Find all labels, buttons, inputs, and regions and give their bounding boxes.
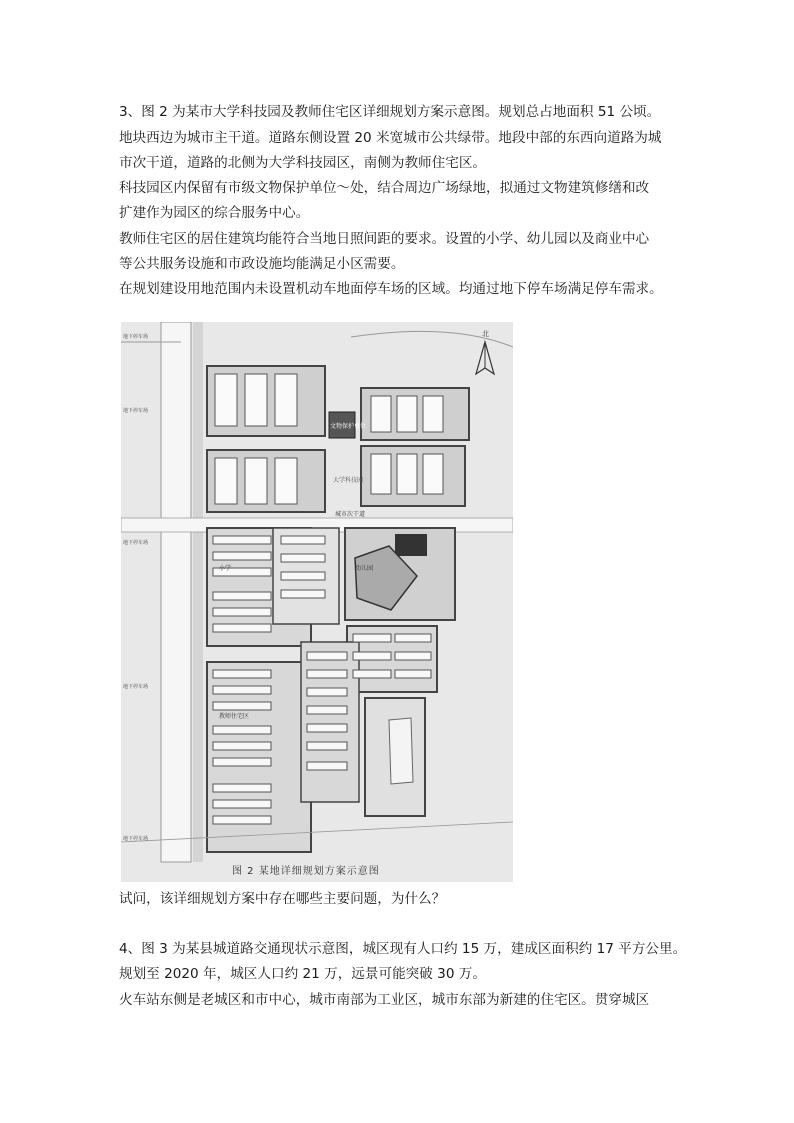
- q4-line-2: 规划至 2020 年，城区人口约 21 万，远景可能突破 30 万。: [119, 966, 486, 982]
- q3-line-1: 3、图 2 为某市大学科技园及教师住宅区详细规划方案示意图。规划总占地面积 51 公顷。: [119, 104, 661, 120]
- parking-label-5: 地下停车场: [123, 836, 149, 842]
- figure-caption: 图 2 某地详细规划方案示意图: [232, 866, 380, 877]
- parking-label-3: 地下停车场: [123, 540, 149, 546]
- q3-line-3: 市次干道，道路的北侧为大学科技园区，南侧为教师住宅区。: [119, 155, 487, 171]
- school-label: 小学: [219, 565, 232, 572]
- q4-line-3: 火车站东侧是老城区和市中心，城市南部为工业区，城市东部为新建的住宅区。贯穿城区: [119, 992, 650, 1008]
- parking-label-1: 地下停车场: [123, 334, 149, 340]
- north-label: 北: [482, 330, 489, 338]
- q3-line-4: 科技园区内保留有市级文物保护单位～处，结合周边广场绿地，拟通过文物建筑修缮和改: [119, 180, 650, 196]
- q3-line-7: 等公共服务设施和市政设施均能满足小区需要。: [119, 256, 405, 272]
- q3-line-8: 在规划建设用地范围内未设置机动车地面停车场的区域。均通过地下停车场满足停车需求。: [119, 281, 663, 297]
- parking-label-2: 地下停车场: [123, 408, 149, 414]
- park-label: 大学科技园: [333, 477, 364, 484]
- site-plan-figure: [121, 322, 513, 882]
- kinder-label: 幼儿园: [355, 565, 374, 572]
- q4-line-1: 4、图 3 为某县城道路交通现状示意图，城区现有人口约 15 万，建成区面积约 17 平方公里。: [119, 941, 687, 957]
- q3-line-2: 地块西边为城市主干道。道路东侧设置 20 米宽城市公共绿带。地段中部的东西向道路为城: [119, 130, 662, 146]
- q3-line-5: 扩建作为园区的综合服务中心。: [119, 205, 310, 221]
- heritage-label: 文物保护单位: [330, 423, 367, 430]
- q3-line-6: 教师住宅区的居住建筑均能符合当地日照间距的要求。设置的小学、幼儿园以及商业中心: [119, 231, 650, 247]
- q3-question: 试问，该详细规划方案中存在哪些主要问题，为什么？: [119, 891, 446, 907]
- parking-label-4: 地下停车场: [123, 684, 149, 690]
- housing-label: 教师住宅区: [219, 713, 250, 720]
- road-label: 城市次干道: [335, 511, 366, 518]
